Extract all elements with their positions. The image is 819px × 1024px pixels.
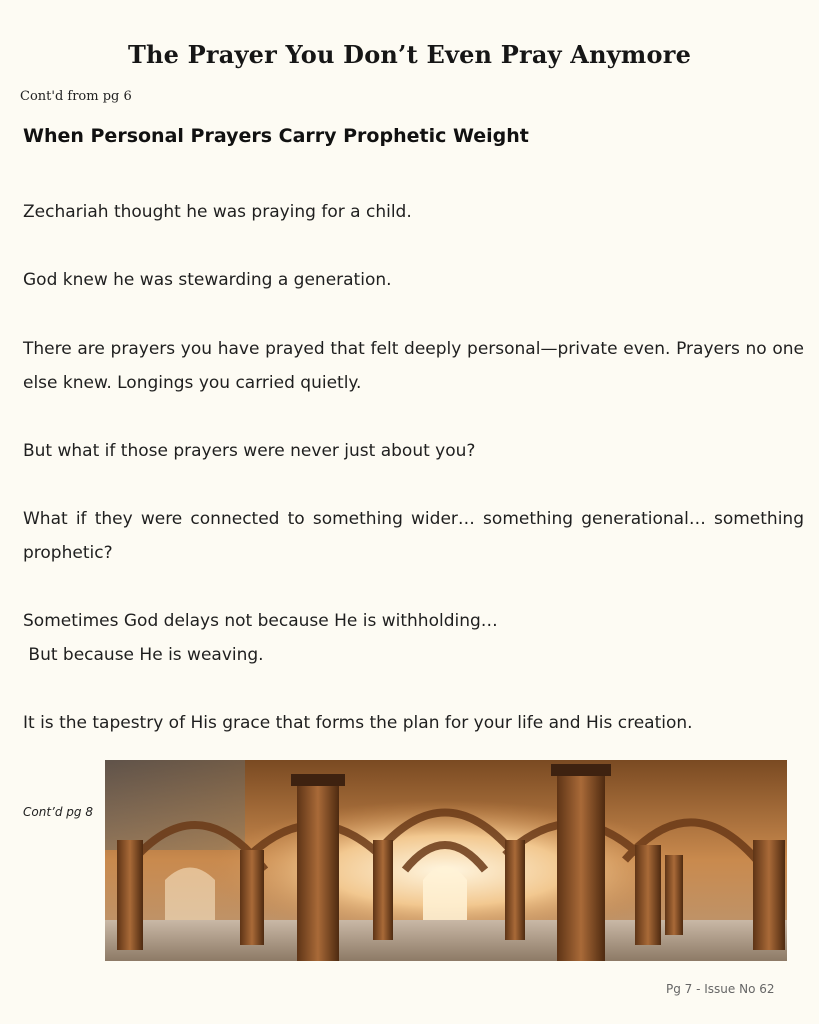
paragraph: Sometimes God delays not because He is withholding… xyxy=(23,611,498,631)
paragraph: God knew he was stewarding a generation. xyxy=(23,270,392,290)
section-heading: When Personal Prayers Carry Prophetic Weight xyxy=(23,125,529,147)
paragraph: Zechariah thought he was praying for a child. xyxy=(23,202,412,222)
paragraph: What if they were connected to something wider… something generational… something prophetic? xyxy=(23,509,804,563)
page-number: Pg 7 - Issue No 62 xyxy=(666,982,775,996)
paragraph: But because He is weaving. xyxy=(23,645,264,665)
continued-from-note: Cont'd from pg 6 xyxy=(20,89,132,104)
paragraph: It is the tapestry of His grace that forms the plan for your life and His creation. xyxy=(23,713,693,733)
continued-to-note: Cont’d pg 8 xyxy=(23,805,93,819)
paragraph: But what if those prayers were never just about you? xyxy=(23,441,476,461)
page-title: The Prayer You Don’t Even Pray Anymore xyxy=(127,40,692,69)
mosque-arches-photo xyxy=(105,760,787,961)
paragraph: There are prayers you have prayed that felt deeply personal—private even. Prayers no one else knew. Longings you carried quietly. xyxy=(23,339,804,393)
